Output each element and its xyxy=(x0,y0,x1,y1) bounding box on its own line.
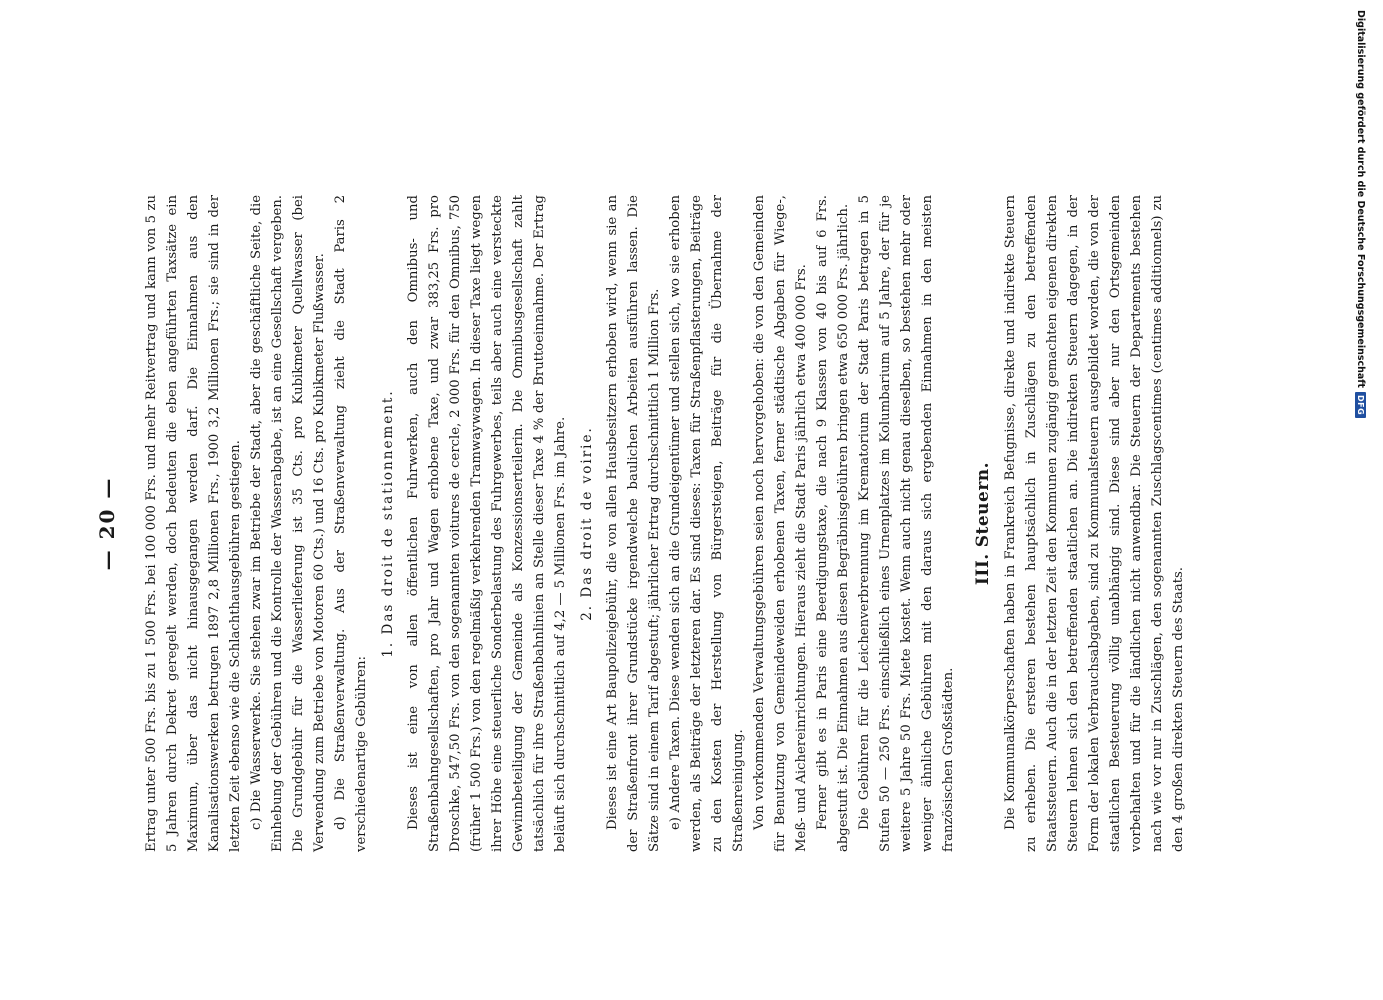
digitization-credit xyxy=(1354,10,1368,416)
paragraph-leichenverbrennung: Die Gebühren für die Leichenverbrennung im Krematorium der Stadt Paris betragen in 5 Stufen 50 — 250 Frs. einschließlich eines Urnenplatzes im Kolumbarium auf 5 Jahre, der für je weitere 5 Jahre 50 Frs. Miete kostet. Wenn auch nicht genau dieselben, so bestehen mehr oder weniger ähnliche Gebühren mit den daraus sich ergebenden Einnahmen in den meisten französischen Großstädten. xyxy=(857,195,956,852)
paragraph-verwaltungsgebuehren: Von vorkommenden Verwaltungsgebühren seien noch hervorgehoben: die von den Gemeinden für Benutzung von Gemeindeweiden erhobenen Taxen, ferner städtische Abgaben für Wiege-, Meß- und Aichereinrichtungen. Hieraus zieht die Stadt Paris jährlich etwa 400 000 Frs. xyxy=(752,195,809,852)
dfg-logo: DFG xyxy=(1356,392,1367,418)
body-text xyxy=(141,195,1189,852)
section-heading-steuern xyxy=(973,195,994,852)
paragraph-steuern: Die Kommunalkörperschaften haben in Frankreich Befugnisse, direkte und indirekte Steuern zu erheben. Die ersteren bestehen hauptsächlich in Zuschlägen zu den betreffenden Staatssteuern. Auch die in der letzten Zeit den Kommunen zugängig gemachten eigenen direkten Steuern lehnen sich den betreffenden staatlichen an. Die indirekten Steuern dagegen, in der Form der lokalen Verbrauchsabgaben, sind zu Kommunalsteuern ausgebildet worden, die von der staatlichen Besteuerung völlig unabhängig sind. Diese sind aber nur den Ortsgemeinden vorbehalten und für die ländlichen nicht anwendbar. Die Steuern der Departements bestehen nach wie vor nur in Zuschlägen, den sogenannten Zuschlagscentimes (centimes additionnels) zu den 4 großen direkten Steuern des Staats. xyxy=(1003,195,1186,852)
page-number: — 20 — xyxy=(95,476,119,571)
digitization-credit-text: Digitalisierung gefördert durch die Deutsche Forschungsgemeinschaft xyxy=(1355,10,1367,388)
paragraph-andere-taxen: e) Andere Taxen. Diese wenden sich an die Grundeigentümer und stellen sich, wo sie erhoben werden, als Beiträge der letzteren dar. Es sind dieses: Taxen für Straßenpflasterungen, Beiträge zu den Kosten der Herstellung von Bürgersteigen, Beiträge für die Übernahme der Straßenreinigung. xyxy=(668,195,746,852)
paragraph-strassenverwaltung: d) Die Straßenverwaltung. Aus der Straßenverwaltung zieht die Stadt Paris 2 verschiedenartige Gebühren: xyxy=(333,195,369,852)
paragraph-beerdigungstaxe: Ferner gibt es in Paris eine Beerdigungstaxe, die nach 9 Klassen von 40 bis auf 6 Frs. abgestuft ist. Die Einnahmen aus diesen Begräbnisgebühren bringen etwa 650 000 Frs. jährlich. xyxy=(815,195,851,852)
section-title: Steuern. xyxy=(973,461,993,548)
paragraph-stationnement: Dieses ist eine von allen öffentlichen Fuhrwerken, auch den Omnibus- und Straßenbahngesellschaften, pro Jahr und Wagen erhobene Taxe, und zwar 383,25 Frs. pro Droschke, 547,50 Frs. von den sogenannten voitures de cercle, 2 000 Frs. für den Omnibus, 750 (früher 1 500 Frs.) von den regelmäßig verkehrenden Tramwaywagen. In dieser Taxe liegt wegen ihrer Höhe eine steuerliche Sonderbelastung des Fuhrgewerbes, teils aber auch eine versteckte Gewinnbeteiligung der Gemeinde als Konzessionserteilerin. Die Omnibusgesellschaft zahlt tatsächlich für ihre Straßenbahnlinien an Stelle dieser Taxe 4 % der Bruttoeinnahme. Der Ertrag beläuft sich durchschnittlich auf 4,2 — 5 Millionen Frs. im Jahre. xyxy=(406,195,568,852)
heading-stationnement: 1. Das droit de stationnement. xyxy=(380,389,396,658)
section-number: III. xyxy=(973,553,993,586)
heading-voirie: 2. Das droit de voirie. xyxy=(579,426,595,621)
paragraph-wasserwerke: c) Die Wasserwerke. Sie stehen zwar im Betriebe der Stadt, aber die geschäftliche Seite, die Einhebung der Gebühren und die Kontrolle der Wasserabgabe, ist an eine Gesellschaft vergeben. Die Grundgebühr für die Wasserlieferung ist 35 Cts. pro Kubikmeter Quellwasser (bei Verwendung zum Betriebe von Motoren 60 Cts.) und 16 Cts. pro Kubikmeter Flußwasser. xyxy=(249,195,327,852)
paragraph-voirie: Dieses ist eine Art Baupolizeigebühr, die von allen Hausbesitzern erhoben wird, wenn sie an der Straßenfront ihrer Grundstücke irgendwelche baulichen Arbeiten ausführen lassen. Die Sätze sind in einem Tarif abgestuft; jährlicher Ertrag durchschnittlich 1 Million Frs. xyxy=(605,195,662,852)
paragraph-kanalisation: Ertrag unter 500 Frs. bis zu 1 500 Frs. bei 100 000 Frs. und mehr Reitvertrag und kann von 5 zu 5 Jahren durch Dekret geregelt werden, doch bedeuten die eben angeführten Taxsätze ein Maximum, über das nicht hinausgegangen werden darf. Die Einnahmen aus den Kanalisationswerken betrugen 1897 2,8 Millionen Frs., 1900 3,2 Millionen Frs.; sie sind in der letzten Zeit ebenso wie die Schlachthausgebühren gestiegen. xyxy=(144,195,243,852)
